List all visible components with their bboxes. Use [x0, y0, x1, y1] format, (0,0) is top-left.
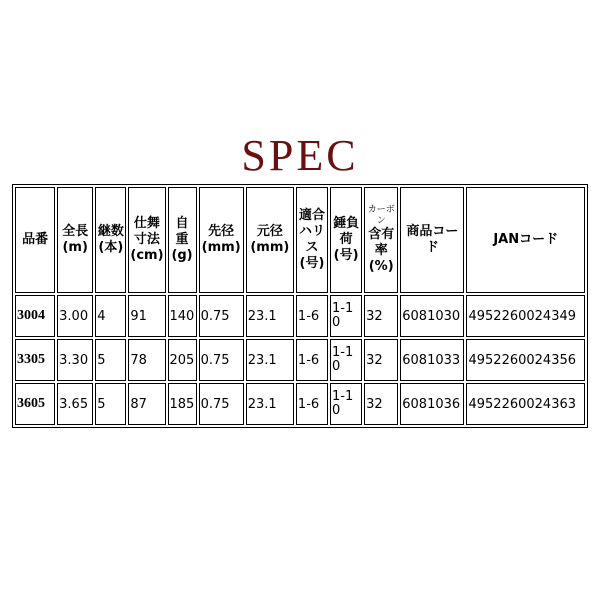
header-closed-length: 仕舞寸法(cm) — [128, 187, 165, 293]
cell-part-number: 3004 — [15, 295, 55, 337]
header-product-code: 商品コード — [400, 187, 464, 293]
cell-carbon-content: 32 — [364, 339, 398, 381]
header-weight: 自重(g) — [168, 187, 197, 293]
header-carbon-content — [364, 187, 398, 293]
cell-product-code: 6081033 — [400, 339, 464, 381]
cell-closed-length: 87 — [128, 383, 165, 425]
cell-sections: 5 — [95, 383, 126, 425]
header-sections: 継数(本) — [95, 187, 126, 293]
table-row — [15, 339, 585, 381]
header-line-rating: 適合ハリス(号) — [296, 187, 328, 293]
cell-sinker-load: 1-10 — [330, 383, 362, 425]
header-sinker-load: 錘負荷(号) — [330, 187, 362, 293]
cell-weight: 205 — [168, 339, 197, 381]
page-title: SPEC — [241, 131, 359, 180]
cell-base-diameter: 23.1 — [246, 383, 294, 425]
cell-sections: 4 — [95, 295, 126, 337]
header-carbon-bottom: 含有率(%) — [368, 227, 395, 274]
cell-part-number: 3605 — [15, 383, 55, 425]
cell-length: 3.00 — [57, 295, 93, 337]
cell-jan-code: 4952260024349 — [466, 295, 585, 337]
cell-carbon-content: 32 — [364, 383, 398, 425]
cell-sinker-load: 1-10 — [330, 295, 362, 337]
header-tip-diameter: 先径(mm) — [199, 187, 244, 293]
cell-weight: 185 — [168, 383, 197, 425]
header-length: 全長(m) — [57, 187, 93, 293]
cell-weight: 140 — [168, 295, 197, 337]
cell-tip-diameter: 0.75 — [199, 295, 244, 337]
cell-length: 3.65 — [57, 383, 93, 425]
cell-closed-length: 91 — [128, 295, 165, 337]
cell-base-diameter: 23.1 — [246, 295, 294, 337]
cell-base-diameter: 23.1 — [246, 339, 294, 381]
cell-sinker-load: 1-10 — [330, 339, 362, 381]
header-base-diameter: 元径(mm) — [246, 187, 294, 293]
table-header-row — [15, 187, 585, 293]
cell-tip-diameter: 0.75 — [199, 339, 244, 381]
cell-part-number: 3305 — [15, 339, 55, 381]
header-carbon-top: カーボン — [367, 205, 395, 226]
cell-product-code: 6081030 — [400, 295, 464, 337]
table-row — [15, 383, 585, 425]
cell-jan-code: 4952260024363 — [466, 383, 585, 425]
header-jan-code: JANコード — [466, 187, 585, 293]
spec-table — [12, 184, 588, 428]
cell-tip-diameter: 0.75 — [199, 383, 244, 425]
cell-sections: 5 — [95, 339, 126, 381]
cell-line-rating: 1-6 — [296, 295, 328, 337]
table-row — [15, 295, 585, 337]
cell-carbon-content: 32 — [364, 295, 398, 337]
cell-line-rating: 1-6 — [296, 383, 328, 425]
cell-closed-length: 78 — [128, 339, 165, 381]
header-part-number: 品番 — [15, 187, 55, 293]
cell-product-code: 6081036 — [400, 383, 464, 425]
cell-jan-code: 4952260024356 — [466, 339, 585, 381]
cell-line-rating: 1-6 — [296, 339, 328, 381]
cell-length: 3.30 — [57, 339, 93, 381]
